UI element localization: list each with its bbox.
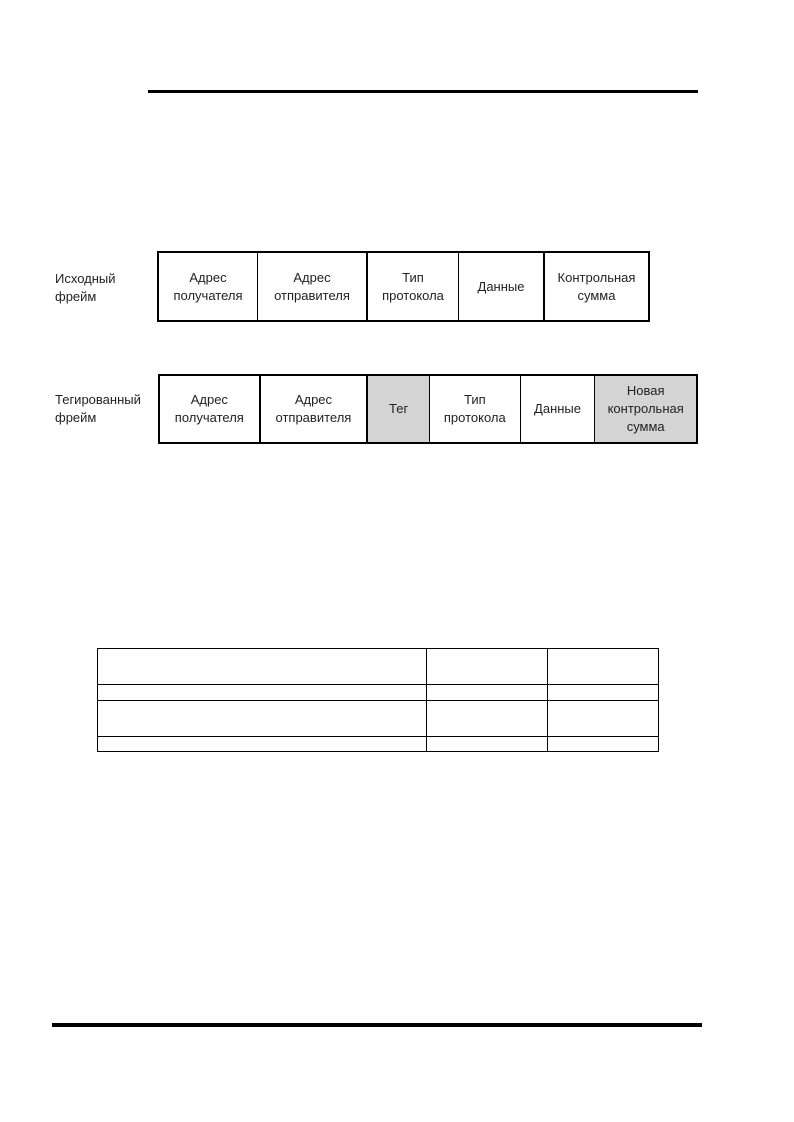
frame-field-checksum: Контрольная сумма — [544, 253, 648, 320]
empty-grid-table — [97, 648, 659, 752]
tagged-field-source-address: Адрес отправителя — [260, 376, 368, 442]
original-frame-label: Исходный фрейм — [55, 271, 116, 304]
table-row — [98, 649, 659, 685]
frame-field-data: Данные — [459, 253, 544, 320]
table-cell — [427, 737, 548, 752]
footer-rule — [52, 1023, 702, 1027]
table-row — [98, 737, 659, 752]
tagged-field-protocol-type: Тип протокола — [430, 376, 521, 442]
frame-field-destination-address: Адрес получателя — [159, 253, 258, 320]
tagged-field-data: Данные — [521, 376, 596, 442]
table-cell — [548, 649, 659, 685]
table-row — [98, 685, 659, 701]
table-cell — [98, 685, 427, 701]
header-rule — [148, 90, 698, 93]
table-cell — [548, 701, 659, 737]
tagged-field-destination-address: Адрес получателя — [160, 376, 260, 442]
tagged-frame-diagram — [158, 374, 698, 444]
table-cell — [548, 685, 659, 701]
table-cell — [427, 685, 548, 701]
table-cell — [98, 737, 427, 752]
tagged-frame-label: Тегированный фрейм — [55, 392, 141, 425]
table-cell — [427, 701, 548, 737]
table-cell — [98, 649, 427, 685]
table-cell — [427, 649, 548, 685]
original-frame-diagram — [157, 251, 650, 322]
tagged-field-tag: Тег — [367, 376, 430, 442]
table-row — [98, 701, 659, 737]
table-cell — [548, 737, 659, 752]
table-cell — [98, 701, 427, 737]
frame-field-source-address: Адрес отправителя — [258, 253, 367, 320]
frame-field-protocol-type: Тип протокола — [367, 253, 459, 320]
tagged-field-new-checksum: Новая контрольная сумма — [595, 376, 696, 442]
